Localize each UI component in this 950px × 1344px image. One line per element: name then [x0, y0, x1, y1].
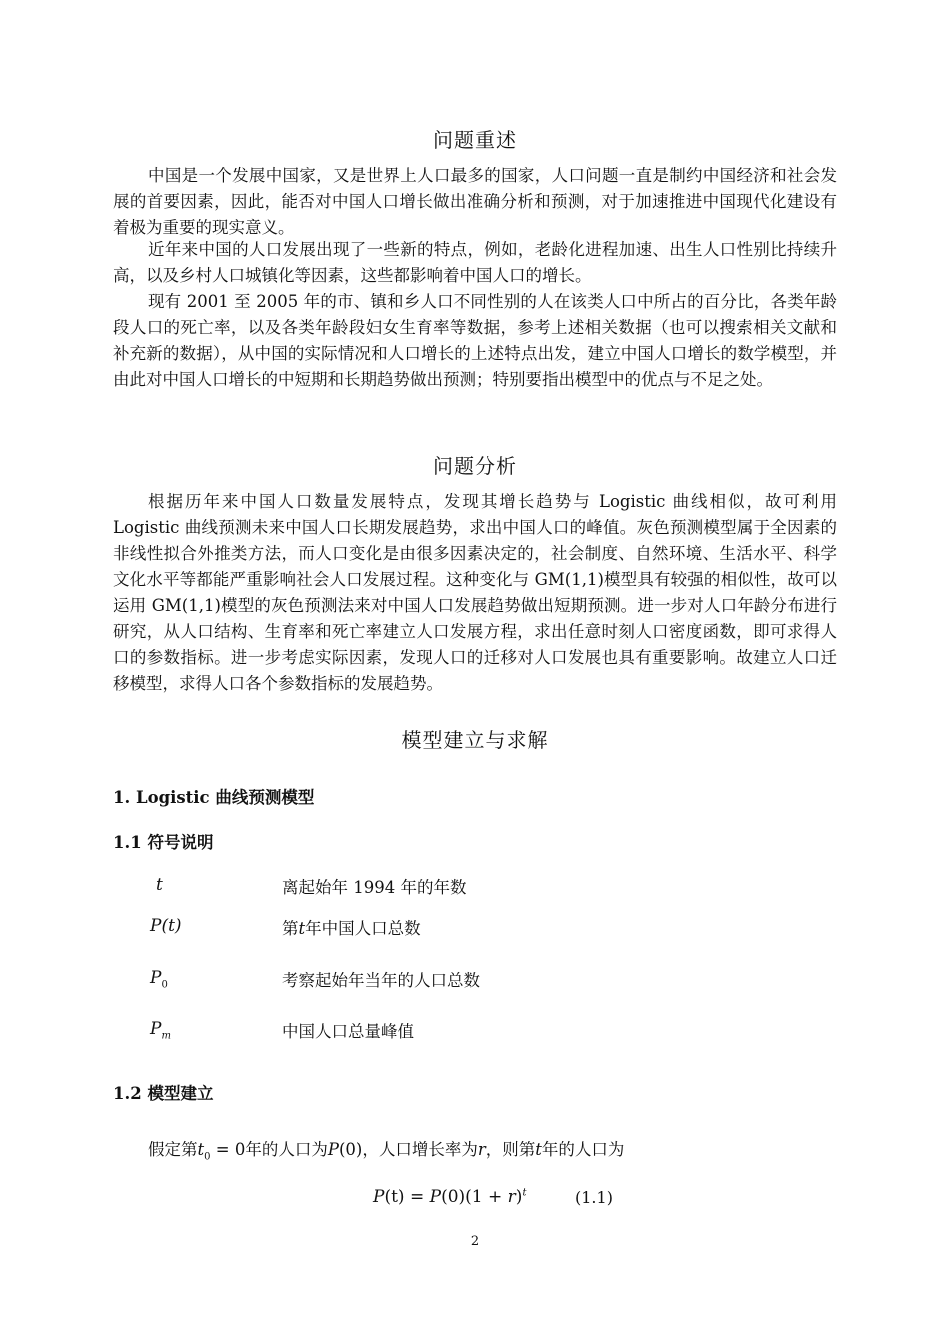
- subsection-model-building: 1.2 模型建立: [113, 1084, 214, 1103]
- equation-1-1: $P(t) = P(0)(1 + r)^t$: [373, 1187, 527, 1207]
- assumption-sentence: 假定第$t_0 = 0$年的人口为P(0)，人口增长率为r，则第t年的人口为: [148, 1140, 625, 1163]
- symbol-t: t: [156, 875, 163, 895]
- subsection-symbols: 1.1 符号说明: [113, 833, 214, 852]
- restatement-paragraph-3: 现有 2001 至 2005 年的市、镇和乡人口不同性别的人在该类人口中所占的百分比，各类年龄段人口的死亡率，以及各类年龄段妇女生育率等数据，参考上述相关数据（也可以搜索相关文献和补充新的数据），从中国的实际情况和人口增长的上述特点出发，建立中国人口增长的数学模型，并由此对中国人口增长的中短期和长期趋势做出预测；特别要指出模型中的优点与不足之处。: [113, 292, 837, 389]
- subsection-logistic: 1. Logistic 曲线预测模型: [113, 788, 315, 807]
- symbol-pt: P(t): [150, 916, 182, 936]
- section-title-analysis: 问题分析: [433, 454, 517, 478]
- restatement-paragraph-1: 中国是一个发展中国家，又是世界上人口最多的国家，人口问题一直是制约中国经济和社会发展的首要因素，因此，能否对中国人口增长做出准确分析和预测，对于加速推进中国现代化建设有着极为重要的现实意义。: [113, 166, 837, 237]
- equation-number: (1.1): [575, 1188, 613, 1207]
- symbol-p0-description: 考察起始年当年的人口总数: [282, 971, 480, 990]
- analysis-paragraph: 根据历年来中国人口数量发展特点，发现其增长趋势与 Logistic 曲线相似，故可利用 Logistic 曲线预测未来中国人口长期发展趋势，求出中国人口的峰值。灰色预测模型属于全因素的非线性拟合外推类方法，而人口变化是由很多因素决定的，社会制度、自然环境、生活水平、科学文化水平等都能严重影响社会人口发展过程。这种变化与 GM(1,1)模型具有较强的相似性，故可以运用 GM(1,1)模型的灰色预测法来对中国人口发展趋势做出短期预测。进一步对人口年龄分布进行研究，从人口结构、生育率和死亡率建立人口发展方程，求出任意时刻人口密度函数，即可求得人口的参数指标。进一步考虑实际因素，发现人口的迁移对人口发展也具有重要影响。故建立人口迁移模型，求得人口各个参数指标的发展趋势。: [113, 492, 837, 693]
- symbol-pt-description: 第t年中国人口总数: [282, 919, 421, 938]
- page-number: 2: [470, 1234, 480, 1249]
- restatement-paragraph-2: 近年来中国的人口发展出现了一些新的特点，例如，老龄化进程加速、出生人口性别比持续升高，以及乡村人口城镇化等因素，这些都影响着中国人口的增长。: [113, 240, 837, 285]
- symbol-t-description: 离起始年 1994 年的年数: [282, 878, 467, 897]
- symbol-p0: $P_0$: [150, 968, 168, 991]
- section-title-model: 模型建立与求解: [401, 728, 549, 752]
- section-title-restatement: 问题重述: [433, 128, 517, 152]
- symbol-pm-description: 中国人口总量峰值: [282, 1022, 414, 1041]
- symbol-pm: $P_m$: [150, 1019, 171, 1042]
